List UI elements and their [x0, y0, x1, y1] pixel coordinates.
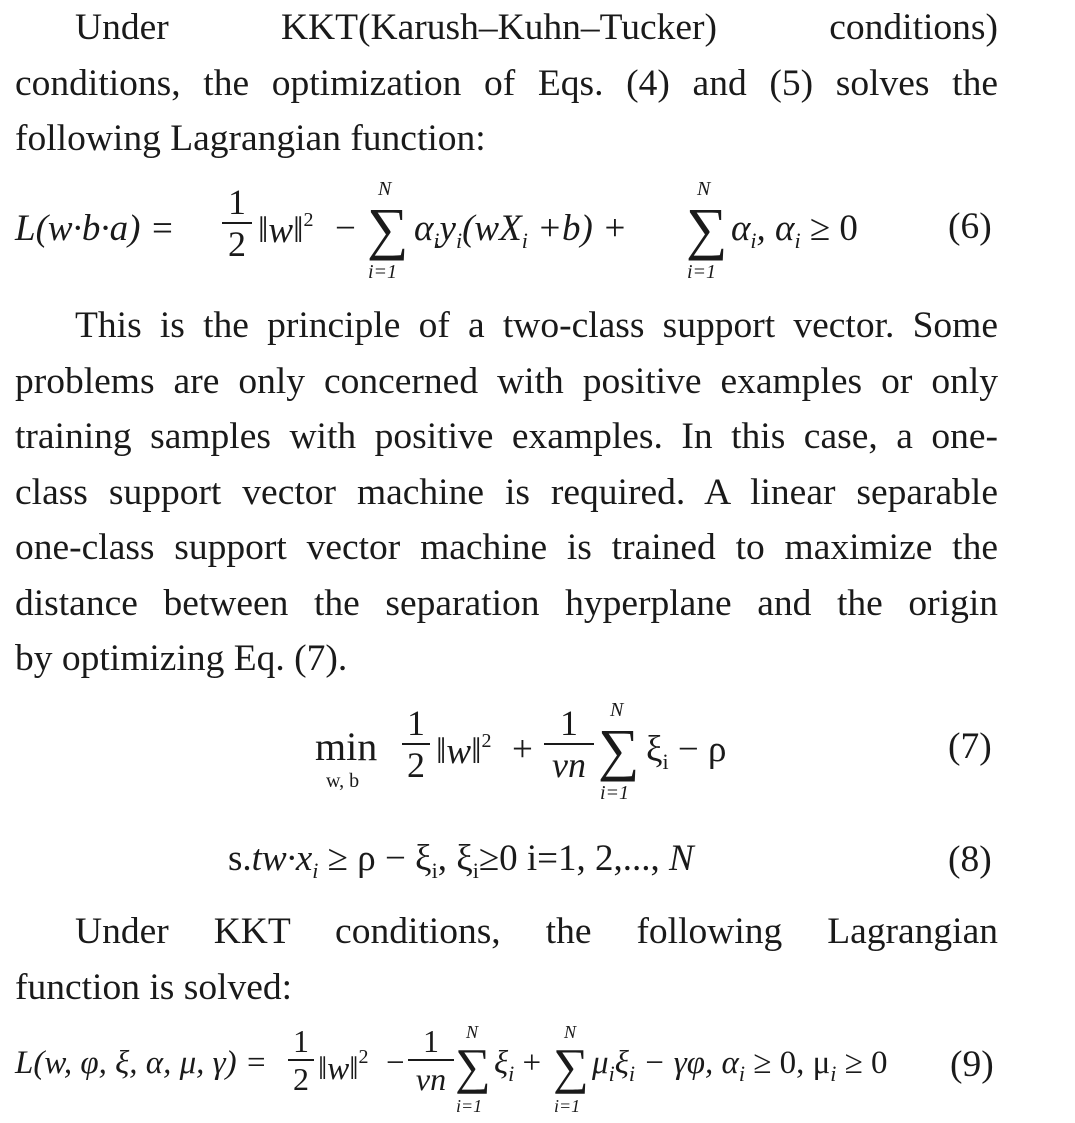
- text-line: following Lagrangian function:: [15, 118, 486, 159]
- eq9-tail: $\mu_i\xi_i - \gamma\varphi$, $\alpha_i \ge 0$, $\mu_i \ge 0$: [592, 1045, 888, 1086]
- paragraph-2: [15, 298, 998, 687]
- eq7-xi-rho: $\xi_i - \rho$: [646, 729, 727, 774]
- sum-symbol: ∑: [598, 717, 640, 782]
- text-line: Under KKT(Karush–Kuhn–Tucker) conditions): [75, 7, 998, 48]
- text-line: function is solved:: [15, 966, 293, 1008]
- equation-9: [0, 1017, 1075, 1123]
- eq7-plus: +: [512, 729, 533, 770]
- eq7-norm: ‖w‖$^2$: [436, 730, 492, 772]
- equation-6: [0, 172, 1075, 292]
- sum-upper-limit: N: [378, 178, 392, 200]
- eq6-term2: $\alpha_i$, $\alpha_i \ge 0$: [731, 208, 858, 253]
- fraction-numerator: 1: [228, 182, 246, 222]
- equation-number: (9): [950, 1044, 994, 1085]
- fraction-numerator: 1: [423, 1023, 439, 1059]
- equation-number: (8): [948, 839, 992, 880]
- exponent: 2: [303, 209, 314, 231]
- sum-lower-limit: i=1: [456, 1096, 483, 1116]
- text-line: Under KKT conditions, the following Lagrangian: [75, 911, 998, 952]
- text-line: by optimizing Eq. (7).: [15, 638, 348, 679]
- eq6-norm: [258, 210, 313, 249]
- sum-lower-limit: i=1: [600, 782, 630, 804]
- text-line: one-class support vector machine is trained to maximize the: [15, 527, 998, 568]
- eq7-min-subscript: w, b: [326, 770, 360, 792]
- eq6-half-fraction: [222, 184, 252, 262]
- text-line: This is the principle of a two-class support vector. Some: [75, 305, 998, 346]
- fraction-denominator: vn: [552, 745, 586, 785]
- paragraph-3: [15, 904, 998, 1015]
- eq7-min: min: [315, 724, 378, 769]
- fraction-denominator: vn: [415, 1061, 447, 1097]
- sum-upper-limit: N: [610, 699, 624, 721]
- text-line: class support vector machine is required. A linear separable: [15, 471, 998, 513]
- fraction-numerator: 1: [407, 703, 425, 743]
- sum-lower-limit: i=1: [687, 261, 717, 283]
- eq9-norm: ‖w‖$^2$: [318, 1046, 369, 1087]
- eq8-constraint: $s.tw\cdot x_i \ge \rho - \xi_i$, $\xi_i\ge 0$ i=1, 2,..., N: [228, 838, 694, 883]
- fraction-numerator: 1: [560, 703, 578, 743]
- text-line: problems are only concerned with positive examples or only: [15, 360, 998, 402]
- sum-symbol: ∑: [686, 196, 728, 261]
- fraction-numerator: 1: [293, 1023, 309, 1059]
- sum-symbol: ∑: [553, 1038, 589, 1094]
- sum-symbol: ∑: [455, 1038, 491, 1094]
- eq6-lhs: L(w·b·a) =: [15, 208, 175, 249]
- eq9-1-over-vn: [408, 1025, 454, 1095]
- paragraph-1: [15, 0, 998, 167]
- sum-upper-limit: N: [697, 178, 711, 200]
- sum-lower-limit: i=1: [368, 261, 398, 283]
- eq9-lhs: L(w, φ, ξ, α, μ, γ) =: [15, 1045, 268, 1081]
- sum-upper-limit: N: [466, 1022, 479, 1042]
- text-line: distance between the separation hyperplane and the origin: [15, 582, 998, 624]
- eq6-minus: −: [335, 208, 356, 249]
- equation-number: (6): [948, 206, 992, 247]
- text-line: conditions, the optimization of Eqs. (4) and (5) solves the: [15, 62, 998, 104]
- eq9-minus: −: [386, 1045, 405, 1081]
- sum-symbol: ∑: [367, 196, 409, 261]
- sum-lower-limit: i=1: [554, 1096, 581, 1116]
- eq9-half-fraction: [288, 1025, 314, 1095]
- fraction-denominator: 2: [407, 745, 425, 785]
- eq7-half-fraction: [402, 705, 430, 783]
- eq6-term1: $\alpha_iy_i(wX_i +b)$ +: [414, 208, 628, 253]
- eq7-1-over-vn: [544, 705, 594, 783]
- fraction-denominator: 2: [293, 1061, 309, 1097]
- eq9-xi: $\xi_i$ +: [494, 1045, 542, 1086]
- fraction-denominator: 2: [228, 224, 246, 264]
- sum-upper-limit: N: [564, 1022, 577, 1042]
- norm-w: ‖w‖: [258, 210, 304, 251]
- text-line: training samples with positive examples. In this case, a one-: [15, 416, 998, 457]
- equation-7: [0, 695, 1075, 815]
- equation-number: (7): [948, 726, 992, 767]
